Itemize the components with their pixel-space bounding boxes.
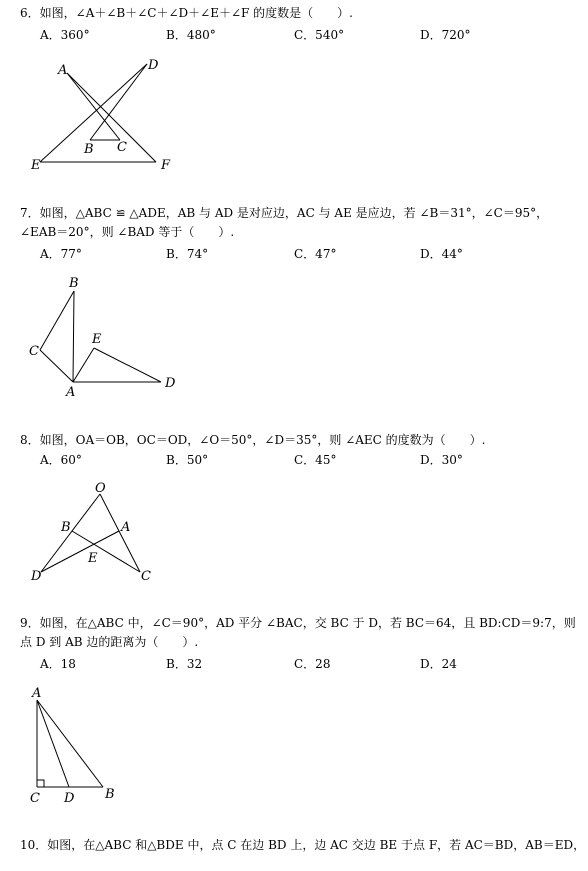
q7-label-C: C [29,344,39,359]
question-10-line-1: 10．如图，在△ABC 和△BDE 中，点 C 在边 BD 上，边 AC 交边 BE 于点 F，若 AC＝BD，AB＝ED， [20,838,586,852]
question-6-option-a[interactable]: A．360° [40,28,90,42]
question-9-line-1: 9．如图，在△ABC 中，∠C＝90°，AD 平分 ∠BAC，交 BC 于 D，若 BC＝64，且 BD:CD＝9:7，则 [20,616,576,630]
question-8-option-d[interactable]: D．30° [420,453,463,467]
q9-label-B: B [105,787,115,802]
q6-label-F: F [161,158,171,173]
q8-label-E: E [88,551,98,566]
question-7-option-c[interactable]: C．47° [294,247,337,261]
q8-label-D: D [31,569,42,584]
q7-label-B: B [69,276,79,291]
question-6-option-b[interactable]: B．480° [166,28,216,42]
q9-label-C: C [30,791,40,806]
q6-label-D: D [148,58,159,73]
question-9-line-2: 点 D 到 AB 边的距离为（ ）. [20,635,199,649]
q9-segment-AD [37,700,69,787]
q6-label-C: C [117,140,127,155]
question-8-option-c[interactable]: C．45° [294,453,337,467]
q7-label-A: A [66,385,76,400]
q9-label-D: D [64,791,75,806]
q9-segment-AB [37,700,103,787]
question-6-option-d[interactable]: D．720° [420,28,471,42]
question-8-option-a[interactable]: A．60° [40,453,82,467]
q6-label-A: A [58,63,68,78]
q8-label-A: A [121,520,131,535]
q6-label-E: E [31,158,41,173]
q9-label-A: A [32,686,42,701]
question-7-line-1: 7．如图，△ABC ≌ △ADE，AB 与 AD 是对应边，AC 与 AE 是应边，若 ∠B＝31°，∠C＝95°， [20,206,549,220]
question-7-option-a[interactable]: A．77° [40,247,82,261]
question-9-option-c[interactable]: C．28 [294,657,331,671]
q8-label-C: C [141,569,151,584]
question-7-option-d[interactable]: D．44° [420,247,463,261]
question-9-option-a[interactable]: A．18 [40,657,76,671]
question-8-option-b[interactable]: B．50° [166,453,209,467]
question-7-line-2: ∠EAB＝20°，则 ∠BAD 等于（ ）. [20,225,235,239]
question-7-option-b[interactable]: B．74° [166,247,209,261]
q7-label-D: D [165,376,176,391]
question-9-option-d[interactable]: D．24 [420,657,457,671]
question-6-line-1: 6．如图，∠A＋∠B＋∠C＋∠D＋∠E＋∠F 的度数是（ ）. [20,6,353,20]
question-6-option-c[interactable]: C．540° [294,28,345,42]
q6-label-B: B [84,142,94,157]
question-10-text [20,836,585,855]
question-9-option-b[interactable]: B．32 [166,657,203,671]
question-8-line-1: 8．如图，OA＝OB，OC＝OD，∠O＝50°，∠D＝35°，则 ∠AEC 的度数为（ ）. [20,433,486,447]
q7-label-E: E [92,332,102,347]
q9-right-angle-mark [37,780,44,787]
q8-label-O: O [95,481,106,496]
q8-label-B: B [61,520,71,535]
